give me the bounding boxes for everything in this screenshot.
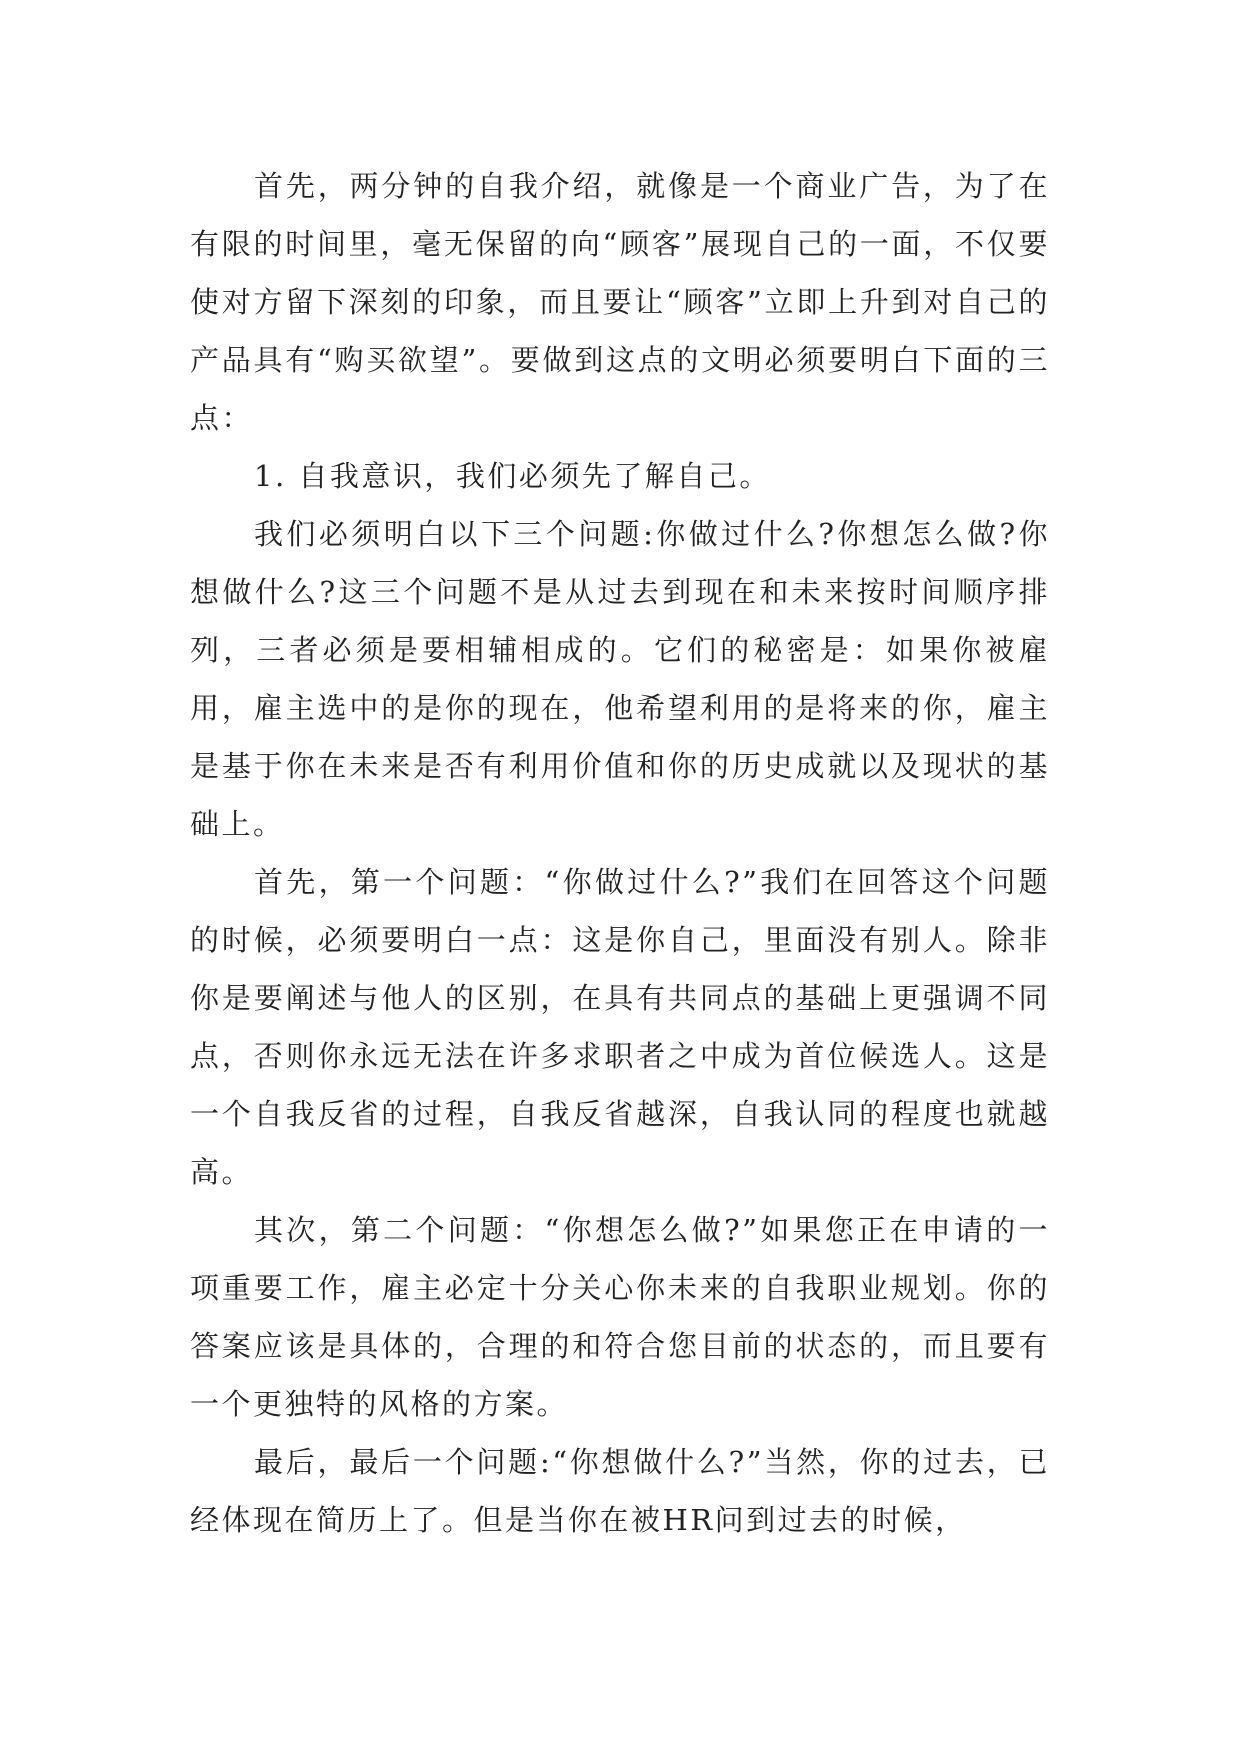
document-body	[190, 157, 1050, 1549]
paragraph-intro: 首先，两分钟的自我介绍，就像是一个商业广告，为了在有限的时间里，毫无保留的向“顾客”展现自己的一面，不仅要使对方留下深刻的印象，而且要让“顾客”立即上升到对自己的产品具有“购买欲望”。要做到这点的文明必须要明白下面的三点：	[190, 169, 1050, 435]
paragraph-question-3: 最后，最后一个问题:“你想做什么?”当然，你的过去，已经体现在简历上了。但是当你在被HR问到过去的时候，	[190, 1445, 1050, 1537]
paragraph-point-1: 1. 自我意识，我们必须先了解自己。	[254, 459, 771, 493]
paragraph-three-questions: 我们必须明白以下三个问题:你做过什么?你想怎么做?你想做什么?这三个问题不是从过去到现在和未来按时间顺序排列，三者必须是要相辅相成的。它们的秘密是：如果你被雇用，雇主选中的是你的现在，他希望利用的是将来的你，雇主是基于你在未来是否有利用价值和你的历史成就以及现状的基础上。	[190, 517, 1050, 841]
paragraph-question-2: 其次，第二个问题：“你想怎么做?”如果您正在申请的一项重要工作，雇主必定十分关心你未来的自我职业规划。你的答案应该是具体的，合理的和符合您目前的状态的，而且要有一个更独特的风格的方案。	[190, 1213, 1050, 1421]
paragraph-question-1: 首先，第一个问题：“你做过什么?”我们在回答这个问题的时候，必须要明白一点：这是你自己，里面没有别人。除非你是要阐述与他人的区别，在具有共同点的基础上更强调不同点，否则你永远无法在许多求职者之中成为首位候选人。这是一个自我反省的过程，自我反省越深，自我认同的程度也就越高。	[190, 865, 1050, 1189]
